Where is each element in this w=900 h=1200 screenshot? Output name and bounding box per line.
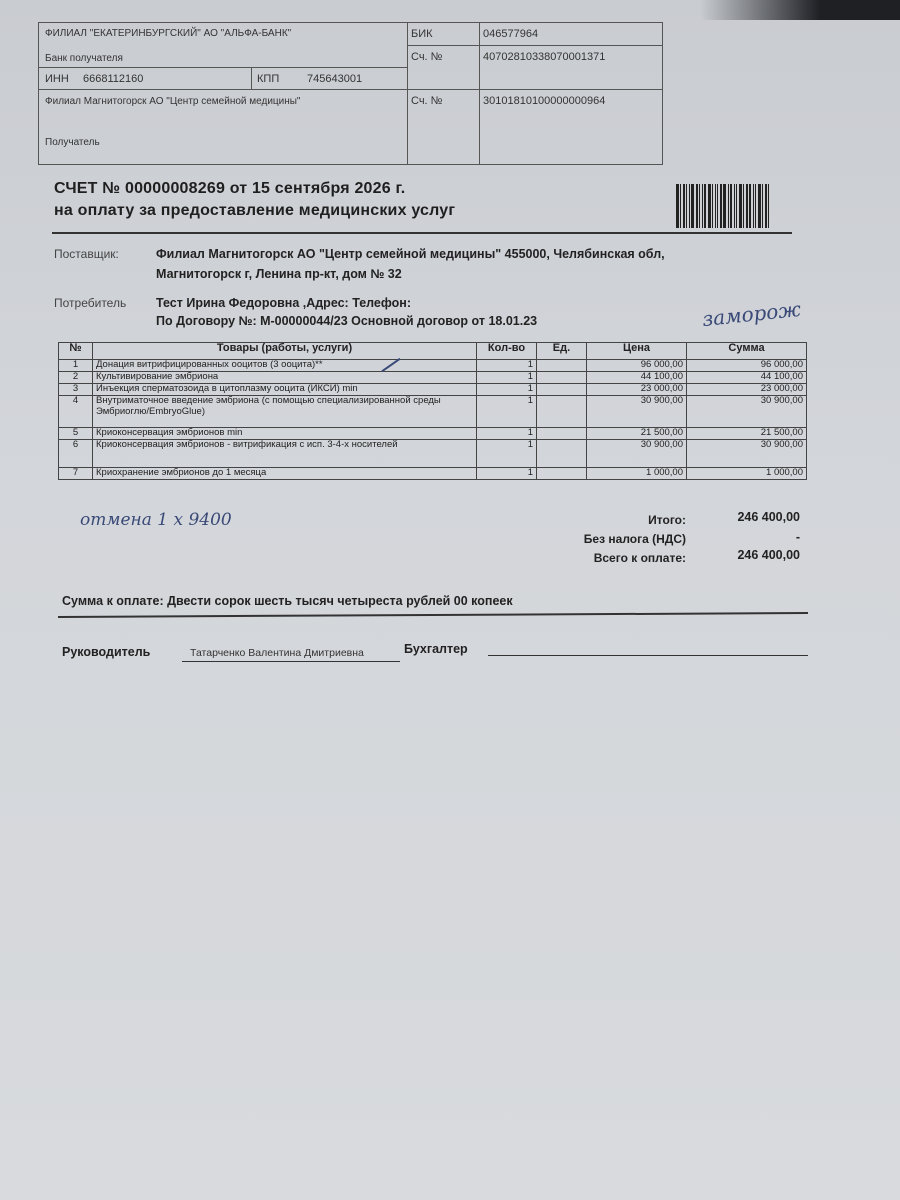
- account-label-1: Сч. №: [411, 51, 443, 63]
- bik-value: 046577964: [483, 28, 539, 40]
- row-num: 4: [59, 396, 93, 428]
- barcode-bar: [753, 184, 754, 228]
- row-name: Инъекция сперматозоида в цитоплазму ооцита (ИКСИ) min: [93, 384, 477, 396]
- barcode-bar: [686, 184, 687, 228]
- row-qty: 1: [477, 372, 537, 384]
- row-price: 21 500,00: [587, 428, 687, 440]
- recipient-name: Филиал Магнитогорск АО "Центр семейной медицины": [45, 96, 301, 107]
- inn-value: 6668112160: [83, 73, 144, 85]
- row-name: Внутриматочное введение эмбриона (с помощью специализированной среды Эмбриоглю/EmbryoGlue): [93, 396, 477, 428]
- itogo-label: Итого:: [648, 513, 686, 527]
- row-unit: [537, 384, 587, 396]
- title-rule: [52, 232, 792, 234]
- bank-label: Банк получателя: [45, 53, 123, 64]
- table-row: [59, 360, 807, 372]
- barcode-bar: [720, 184, 722, 228]
- header-sum: Сумма: [687, 343, 807, 360]
- row-name: Криохранение эмбрионов до 1 месяца: [93, 468, 477, 480]
- amount-in-words: Сумма к оплате: Двести сорок шесть тысяч четыреста рублей 00 копеек: [62, 594, 513, 608]
- barcode-bar: [728, 184, 729, 228]
- row-price: 1 000,00: [587, 468, 687, 480]
- barcode-bar: [736, 184, 737, 228]
- barcode-bar: [683, 184, 685, 228]
- invoice-title-line1: СЧЕТ № 00000008269 от 15 сентября 2026 г.: [54, 180, 406, 197]
- row-price: 30 900,00: [587, 440, 687, 468]
- barcode-bar: [730, 184, 732, 228]
- barcode-bar: [689, 184, 690, 228]
- row-unit: [537, 372, 587, 384]
- header-qty: Кол-во: [477, 343, 537, 360]
- row-name: Донация витрифицированных ооцитов (3 ооцита)**: [93, 360, 477, 372]
- barcode-bar: [696, 184, 698, 228]
- row-num: 7: [59, 468, 93, 480]
- header-price: Цена: [587, 343, 687, 360]
- barcode-bar: [746, 184, 748, 228]
- supplier-line1: Филиал Магнитогорск АО "Центр семейной медицины" 455000, Челябинская обл,: [156, 247, 665, 261]
- row-num: 5: [59, 428, 93, 440]
- row-sum: 30 900,00: [687, 396, 807, 428]
- row-qty: 1: [477, 360, 537, 372]
- header-num: №: [59, 343, 93, 360]
- barcode-bar: [712, 184, 713, 228]
- row-unit: [537, 440, 587, 468]
- bik-label: БИК: [411, 28, 433, 40]
- row-unit: [537, 468, 587, 480]
- consumer-label: Потребитель: [54, 296, 127, 310]
- row-sum: 96 000,00: [687, 360, 807, 372]
- row-qty: 1: [477, 428, 537, 440]
- table-row: [59, 396, 807, 428]
- barcode-bar: [699, 184, 700, 228]
- itogo-value: 246 400,00: [737, 510, 800, 524]
- inn-label: ИНН: [45, 73, 69, 85]
- row-unit: [537, 428, 587, 440]
- row-num: 2: [59, 372, 93, 384]
- barcode-bar: [704, 184, 706, 228]
- barcode-bar: [723, 184, 726, 228]
- table-row: [59, 468, 807, 480]
- handwritten-note-bottom: отмена 1 х 9400: [80, 510, 232, 530]
- row-qty: 1: [477, 384, 537, 396]
- kpp-value: 745643001: [307, 73, 363, 85]
- table-row: [59, 440, 807, 468]
- row-price: 44 100,00: [587, 372, 687, 384]
- barcode-bar: [768, 184, 769, 228]
- row-sum: 30 900,00: [687, 440, 807, 468]
- header-unit: Ед.: [537, 343, 587, 360]
- barcode-bar: [734, 184, 735, 228]
- supplier-line2: Магнитогорск г, Ленина пр-кт, дом № 32: [156, 267, 402, 281]
- handwritten-note-top: заморож: [701, 296, 803, 332]
- row-unit: [537, 396, 587, 428]
- barcode-bar: [762, 184, 763, 228]
- barcode-bar: [680, 184, 681, 228]
- table-row: [59, 372, 807, 384]
- barcode-bar: [708, 184, 711, 228]
- account-value-1: 40702810338070001371: [483, 51, 606, 63]
- director-name: Татарченко Валентина Дмитриевна: [190, 647, 364, 659]
- barcode-bar: [755, 184, 756, 228]
- bank-divider: [39, 89, 407, 90]
- barcode-bar: [743, 184, 744, 228]
- tax-label: Без налога (НДС): [583, 532, 686, 546]
- bank-divider: [407, 89, 662, 90]
- row-qty: 1: [477, 440, 537, 468]
- row-name: Криоконсервация эмбрионов min: [93, 428, 477, 440]
- bank-name: ФИЛИАЛ "ЕКАТЕРИНБУРГСКИЙ" АО "АЛЬФА-БАНК": [45, 28, 292, 39]
- invoice-title-line2: на оплату за предоставление медицинских услуг: [54, 202, 456, 219]
- row-num: 6: [59, 440, 93, 468]
- account-label-2: Сч. №: [411, 95, 443, 107]
- header-goods: Товары (работы, услуги): [93, 343, 477, 360]
- barcode-bar: [765, 184, 767, 228]
- tax-value: -: [795, 530, 800, 544]
- row-sum: 23 000,00: [687, 384, 807, 396]
- director-label: Руководитель: [62, 645, 151, 659]
- amount-rule: [58, 612, 808, 618]
- barcode-bar: [717, 184, 718, 228]
- total-label: Всего к оплате:: [593, 551, 686, 565]
- row-unit: [537, 360, 587, 372]
- row-price: 23 000,00: [587, 384, 687, 396]
- row-sum: 1 000,00: [687, 468, 807, 480]
- bank-divider: [407, 45, 662, 46]
- consumer-line2: По Договору №: М-00000044/23 Основной договор от 18.01.23: [156, 314, 538, 328]
- barcode-bar: [739, 184, 742, 228]
- row-name: Криоконсервация эмбрионов - витрификация с исп. 3-4-х носителей: [93, 440, 477, 468]
- table-row: [59, 428, 807, 440]
- table-header-row: [59, 343, 807, 360]
- total-value: 246 400,00: [737, 548, 800, 562]
- table-row: [59, 384, 807, 396]
- inn-kpp-divider: [251, 67, 252, 89]
- accountant-label: Бухгалтер: [404, 642, 468, 656]
- row-price: 30 900,00: [587, 396, 687, 428]
- kpp-label: КПП: [257, 73, 280, 85]
- barcode-bar: [758, 184, 761, 228]
- photo-background-corner: [700, 0, 900, 20]
- barcode-bar: [749, 184, 751, 228]
- recipient-label: Получатель: [45, 137, 100, 148]
- row-sum: 44 100,00: [687, 372, 807, 384]
- barcode: [676, 184, 776, 228]
- supplier-label: Поставщик:: [54, 247, 119, 261]
- row-price: 96 000,00: [587, 360, 687, 372]
- bank-details-block: [38, 22, 663, 165]
- items-table: [58, 342, 807, 480]
- row-num: 1: [59, 360, 93, 372]
- barcode-bar: [691, 184, 694, 228]
- consumer-line1: Тест Ирина Федоровна ,Адрес: Телефон:: [156, 296, 412, 310]
- barcode-bar: [715, 184, 716, 228]
- row-qty: 1: [477, 468, 537, 480]
- row-name: Культивирование эмбриона: [93, 372, 477, 384]
- accountant-signature-line: [488, 655, 808, 656]
- row-sum: 21 500,00: [687, 428, 807, 440]
- account-value-2: 30101810100000000964: [483, 95, 606, 107]
- director-signature-line: [182, 661, 400, 662]
- barcode-bar: [676, 184, 679, 228]
- row-qty: 1: [477, 396, 537, 428]
- row-num: 3: [59, 384, 93, 396]
- bank-divider: [39, 67, 407, 68]
- barcode-bar: [702, 184, 703, 228]
